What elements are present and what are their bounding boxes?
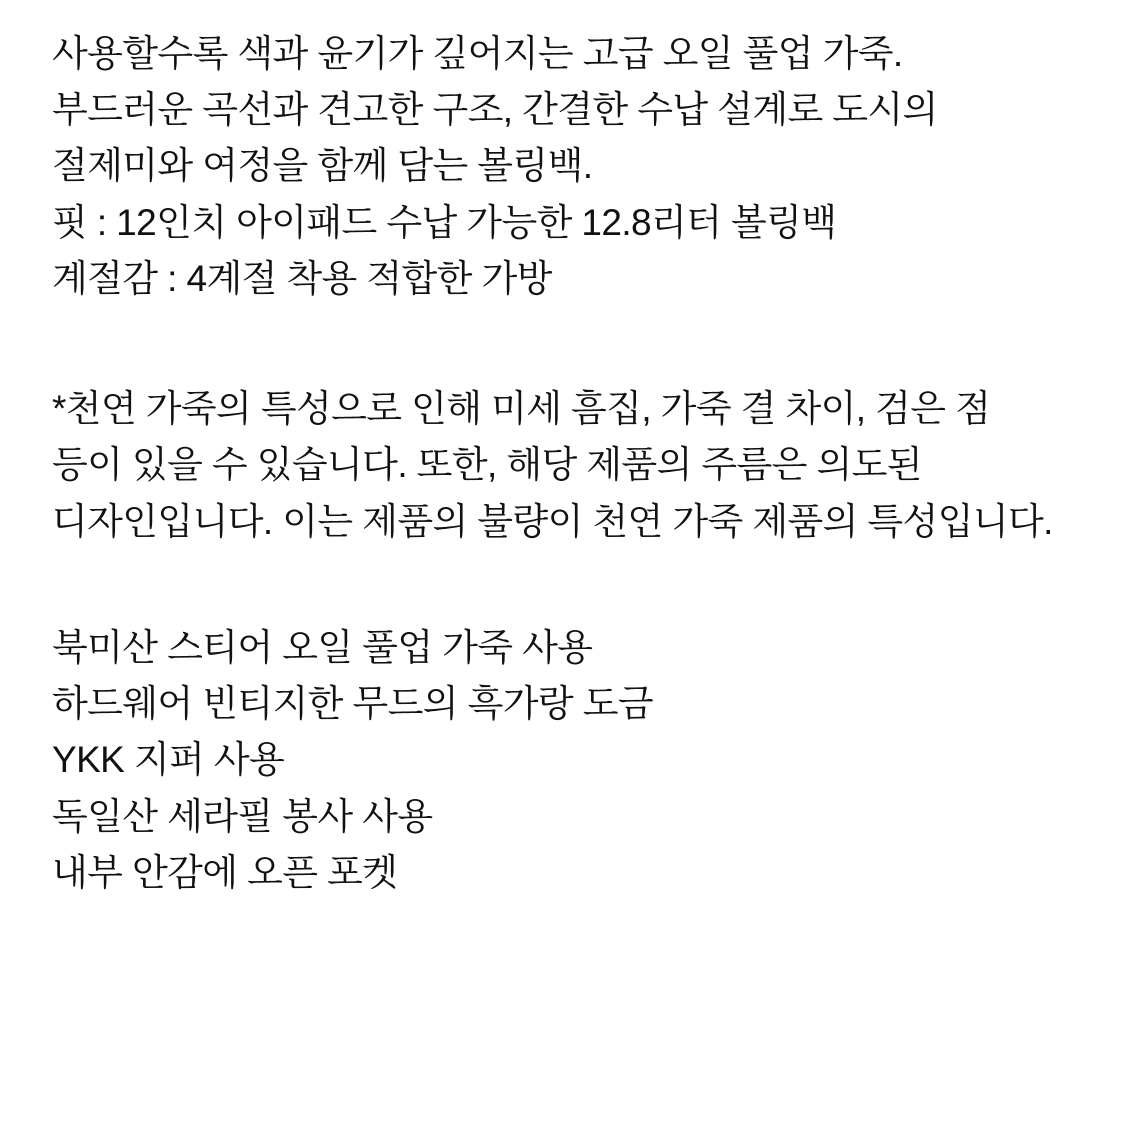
intro-section [52,26,1070,307]
intro-line-3: 핏 : 12인치 아이패드 수납 가능한 12.8리터 볼링백 [52,201,837,243]
section-spacer-1 [52,307,1070,381]
feature-line-5: 내부 안감에 오픈 포켓 [52,851,398,893]
notice-section [52,381,1070,550]
section-spacer-2 [52,550,1070,620]
intro-line-1: 사용할수록 색과 윤기가 깊어지는 고급 오일 풀업 가죽. [52,33,903,74]
intro-line-2: 부드러운 곡선과 견고한 구조, 간결한 수납 설계로 도시의 절제미와 여정을 함께 담는 볼링백. [52,89,938,187]
intro-line-4: 계절감 : 4계절 착용 적합한 가방 [52,257,552,299]
features-section [52,620,1070,901]
feature-line-3: YKK 지퍼 사용 [52,739,285,781]
feature-line-2: 하드웨어 빈티지한 무드의 흑가랑 도금 [52,683,653,725]
feature-line-4: 독일산 세라필 봉사 사용 [52,795,433,837]
natural-leather-notice: *천연 가죽의 특성으로 인해 미세 흠집, 가죽 결 차이, 검은 점 등이 있을 수 있습니다. 또한, 해당 제품의 주름은 의도된 디자인입니다. 이는 제품의 불량이 천연 가죽 제품의 특성입니다. [52,388,1053,542]
feature-line-1: 북미산 스티어 오일 풀업 가죽 사용 [52,626,593,668]
